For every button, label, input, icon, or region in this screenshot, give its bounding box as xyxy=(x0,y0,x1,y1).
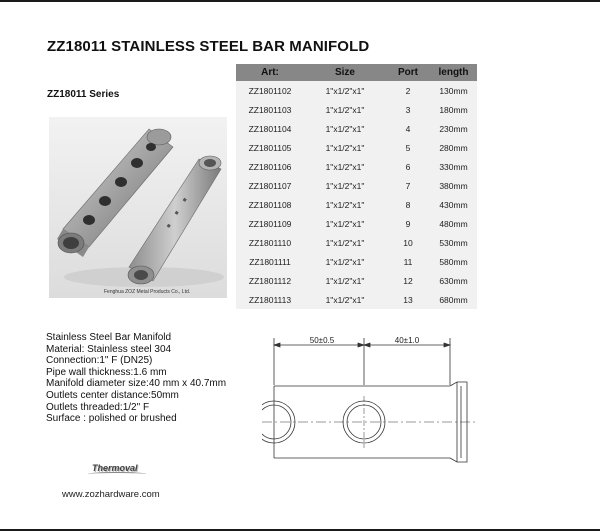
cell-port: 5 xyxy=(386,138,430,157)
desc-line: Surface : polished or brushed xyxy=(46,413,177,425)
desc-line: Manifold diameter size:40 mm x 40.7mm xyxy=(46,378,227,390)
cell-length: 180mm xyxy=(430,100,477,119)
cell-art: ZZ1801103 xyxy=(236,100,304,119)
page-title: ZZ18011 STAINLESS STEEL BAR MANIFOLD xyxy=(47,38,370,55)
table-row xyxy=(236,195,477,214)
manifold-photo-illustration xyxy=(49,117,227,298)
cell-length: 230mm xyxy=(430,119,477,138)
top-frame-line xyxy=(0,0,600,2)
table-row xyxy=(236,214,477,233)
cell-length: 680mm xyxy=(430,290,477,309)
cell-art: ZZ1801108 xyxy=(236,195,304,214)
desc-line: Pipe wall thickness:1.6 mm xyxy=(46,366,167,378)
cell-port: 12 xyxy=(386,271,430,290)
col-length: length xyxy=(430,64,477,81)
cell-size: 1"x1/2"x1" xyxy=(304,252,386,271)
cell-art: ZZ1801107 xyxy=(236,176,304,195)
desc-line: Stainless Steel Bar Manifold xyxy=(46,332,172,343)
table-row xyxy=(236,157,477,176)
table-row xyxy=(236,233,477,252)
cell-art: ZZ1801106 xyxy=(236,157,304,176)
cell-size: 1"x1/2"x1" xyxy=(304,119,386,138)
table-row xyxy=(236,176,477,195)
cell-size: 1"x1/2"x1" xyxy=(304,195,386,214)
table-row xyxy=(236,290,477,309)
desc-line: Material: Stainless steel 304 xyxy=(46,343,172,355)
cell-art: ZZ1801112 xyxy=(236,271,304,290)
table-row xyxy=(236,138,477,157)
desc-line: Connection:1" F (DN25) xyxy=(46,355,153,367)
cell-art: ZZ1801109 xyxy=(236,214,304,233)
cell-length: 630mm xyxy=(430,271,477,290)
cell-art: ZZ1801110 xyxy=(236,233,304,252)
cell-port: 11 xyxy=(386,252,430,271)
cell-port: 3 xyxy=(386,100,430,119)
desc-line: Outlets center distance:50mm xyxy=(46,389,179,401)
cell-port: 4 xyxy=(386,119,430,138)
cell-length: 430mm xyxy=(430,195,477,214)
spec-table-header-row xyxy=(236,64,477,81)
col-size: Size xyxy=(304,64,386,81)
cell-port: 7 xyxy=(386,176,430,195)
table-row xyxy=(236,100,477,119)
dimension-end-length: 40±1.0 xyxy=(394,336,420,345)
cell-length: 280mm xyxy=(430,138,477,157)
website-link[interactable]: www.zozhardware.com xyxy=(62,489,160,500)
cell-port: 6 xyxy=(386,157,430,176)
series-label: ZZ18011 Series xyxy=(47,89,120,100)
cell-size: 1"x1/2"x1" xyxy=(304,81,386,100)
cell-art: ZZ1801113 xyxy=(236,290,304,309)
cell-size: 1"x1/2"x1" xyxy=(304,290,386,309)
logo-swoosh xyxy=(88,472,146,476)
cell-art: ZZ1801105 xyxy=(236,138,304,157)
cell-size: 1"x1/2"x1" xyxy=(304,176,386,195)
table-row xyxy=(236,119,477,138)
cell-length: 480mm xyxy=(430,214,477,233)
cell-size: 1"x1/2"x1" xyxy=(304,100,386,119)
cell-size: 1"x1/2"x1" xyxy=(304,271,386,290)
cell-length: 380mm xyxy=(430,176,477,195)
cell-port: 2 xyxy=(386,81,430,100)
cell-port: 9 xyxy=(386,214,430,233)
cell-size: 1"x1/2"x1" xyxy=(304,233,386,252)
col-art: Art: xyxy=(236,64,304,81)
table-row xyxy=(236,81,477,100)
table-row xyxy=(236,271,477,290)
cell-length: 580mm xyxy=(430,252,477,271)
product-description xyxy=(46,332,226,425)
cell-size: 1"x1/2"x1" xyxy=(304,214,386,233)
photo-credit: Fenghua ZOZ Metal Products Co., Ltd. xyxy=(104,289,191,295)
technical-drawing xyxy=(262,330,492,480)
col-port: Port xyxy=(386,64,430,81)
cell-art: ZZ1801111 xyxy=(236,252,304,271)
desc-line: Outlets threaded:1/2" F xyxy=(46,401,150,413)
brand-logo: Thermoval xyxy=(92,463,138,473)
cell-length: 330mm xyxy=(430,157,477,176)
cell-length: 530mm xyxy=(430,233,477,252)
cell-port: 8 xyxy=(386,195,430,214)
cell-port: 10 xyxy=(386,233,430,252)
spec-table xyxy=(236,64,477,309)
table-row xyxy=(236,252,477,271)
cell-art: ZZ1801104 xyxy=(236,119,304,138)
cell-size: 1"x1/2"x1" xyxy=(304,138,386,157)
product-photo xyxy=(49,117,227,298)
cell-art: ZZ1801102 xyxy=(236,81,304,100)
cell-size: 1"x1/2"x1" xyxy=(304,157,386,176)
cell-length: 130mm xyxy=(430,81,477,100)
cell-port: 13 xyxy=(386,290,430,309)
dimension-outlet-spacing: 50±0.5 xyxy=(309,336,335,345)
